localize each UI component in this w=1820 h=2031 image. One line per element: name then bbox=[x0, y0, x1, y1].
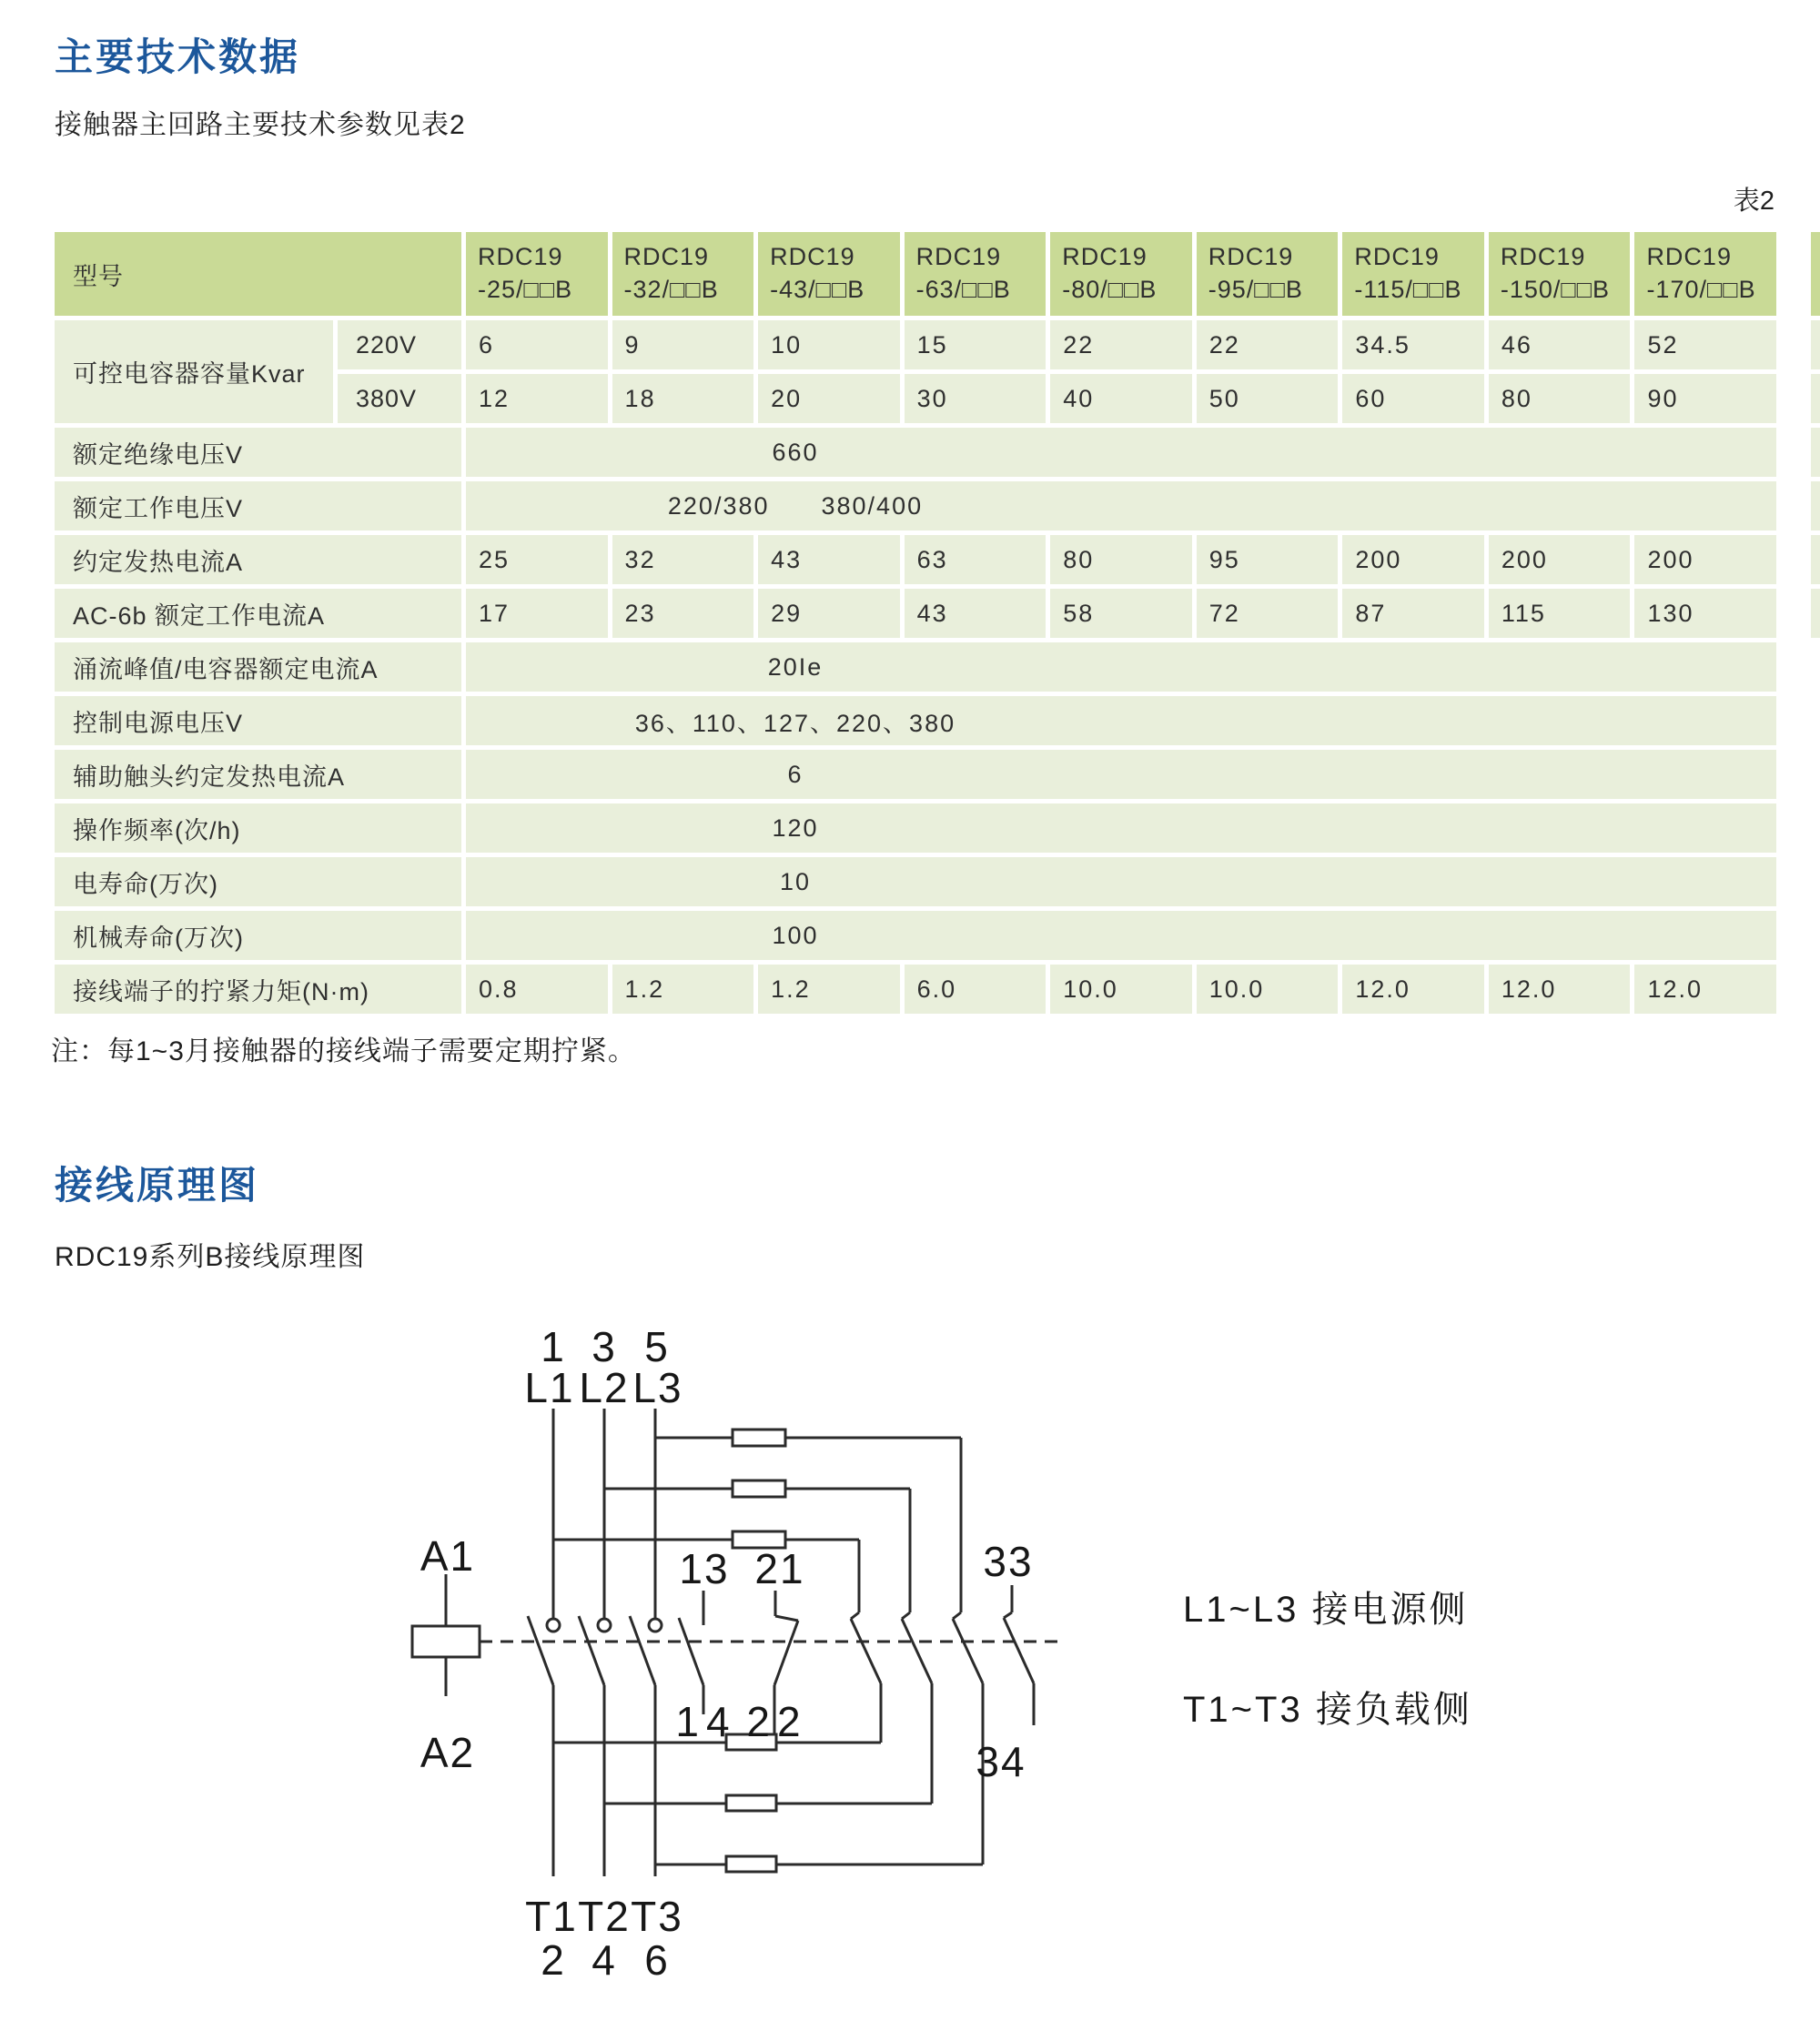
value-cell: 43 bbox=[758, 535, 900, 584]
table2-tag: 表2 bbox=[1733, 187, 1774, 216]
resistor bbox=[726, 1856, 776, 1872]
contact-blade bbox=[902, 1619, 932, 1683]
table-header-model-3: RDC19 -63/□□B bbox=[905, 232, 1046, 316]
table-header-model-label: 型号 bbox=[55, 232, 461, 316]
table-header-model-8: RDC19 -170/□□B bbox=[1634, 232, 1776, 316]
contact-blade bbox=[1004, 1618, 1034, 1683]
terminal-1-label: 1 bbox=[541, 1323, 566, 1370]
value-cell: 40 bbox=[1050, 374, 1192, 423]
terminal-A1-label: A1 bbox=[420, 1532, 476, 1580]
table-header-model-1: RDC19 -32/□□B bbox=[612, 232, 754, 316]
value-cell: 15 bbox=[905, 320, 1046, 369]
spanned-value-cell: 120 bbox=[466, 803, 1776, 853]
row-sublabel: 220V bbox=[338, 320, 461, 369]
row-label: 操作频率(次/h) bbox=[55, 803, 461, 853]
value-cell: 130 bbox=[1634, 589, 1776, 638]
wiring-subtitle: RDC19系列B接线原理图 bbox=[55, 1242, 366, 1272]
tech-data-title: 主要技术数据 bbox=[55, 35, 301, 78]
supply-side-note: L1~L3 接电源侧 bbox=[1183, 1590, 1469, 1630]
value-cell: 12 bbox=[466, 374, 608, 423]
value-cell: 32 bbox=[612, 535, 754, 584]
contact-blade bbox=[851, 1619, 881, 1683]
spanned-value-cell: 660 bbox=[466, 428, 1776, 477]
value-cell: 9 bbox=[612, 320, 754, 369]
aux-contact-33-34 bbox=[1004, 1585, 1034, 1725]
resistor bbox=[726, 1795, 776, 1811]
value-cell: 10.0 bbox=[1050, 965, 1192, 1014]
fixed-contact-pin bbox=[547, 1619, 560, 1632]
value-cell: 25 bbox=[466, 535, 608, 584]
value-cell: 6.0 bbox=[905, 965, 1046, 1014]
terminal-T3-label: T3 bbox=[631, 1893, 683, 1940]
table-header-model-5: RDC19 -95/□□B bbox=[1197, 232, 1339, 316]
fixed-contact-pin bbox=[649, 1619, 662, 1632]
value-cell: 0.8 bbox=[466, 965, 608, 1014]
row-label: 额定绝缘电压V bbox=[55, 428, 461, 477]
row-label: AC-6b 额定工作电流A bbox=[55, 589, 461, 638]
contact-blade bbox=[774, 1621, 798, 1685]
row-label: 可控电容器容量Kvar bbox=[55, 320, 333, 423]
fixed-contact-pin bbox=[598, 1619, 611, 1632]
value-cell: 200 bbox=[1342, 535, 1484, 584]
terminal-22-label: 22 bbox=[746, 1698, 808, 1745]
value-cell: 29 bbox=[758, 589, 900, 638]
value-cell: 60 bbox=[1342, 374, 1484, 423]
row-sublabel: 380V bbox=[338, 374, 461, 423]
value-cell: 18 bbox=[612, 374, 754, 423]
value-cell: 58 bbox=[1050, 589, 1192, 638]
tech-data-intro: 接触器主回路主要技术参数见表2 bbox=[55, 110, 466, 140]
table-header-model-4: RDC19 -80/□□B bbox=[1050, 232, 1192, 316]
terminal-L1-label: L1 bbox=[524, 1364, 575, 1411]
terminal-T1-label: T1 bbox=[525, 1893, 578, 1940]
value-cell: 115 bbox=[1489, 589, 1631, 638]
row-label: 额定工作电压V bbox=[55, 481, 461, 530]
bottom-resistor-row-T3 bbox=[655, 1856, 983, 1872]
row-label: 涌流峰值/电容器额定电流A bbox=[55, 642, 461, 692]
aux-contact-13-14 bbox=[679, 1591, 703, 1714]
value-cell: 17 bbox=[466, 589, 608, 638]
row-label: 接线端子的拧紧力矩(N·m) bbox=[55, 965, 461, 1014]
row-label: 约定发热电流A bbox=[55, 535, 461, 584]
value-cell: 12.0 bbox=[1342, 965, 1484, 1014]
terminal-5-label: 5 bbox=[644, 1323, 670, 1370]
terminal-13-label: 13 bbox=[679, 1545, 730, 1592]
spanned-value-cell: 10 bbox=[466, 857, 1776, 906]
coil bbox=[412, 1574, 480, 1696]
terminal-L2-label: L2 bbox=[579, 1364, 630, 1411]
value-cell: 1.2 bbox=[758, 965, 900, 1014]
value-cell: 80 bbox=[1050, 535, 1192, 584]
value-cell: 72 bbox=[1197, 589, 1339, 638]
value-cell: 1.2 bbox=[612, 965, 754, 1014]
value-cell: 6 bbox=[466, 320, 608, 369]
value-cell: 22 bbox=[1197, 320, 1339, 369]
spanned-value-cell: 6 bbox=[466, 750, 1776, 799]
value-cell: 80 bbox=[1489, 374, 1631, 423]
terminal-6-label: 6 bbox=[644, 1936, 670, 1984]
terminal-L3-label: L3 bbox=[632, 1364, 683, 1411]
terminal-4-label: 4 bbox=[592, 1936, 617, 1984]
resistor bbox=[733, 1480, 785, 1497]
value-cell: 34.5 bbox=[1342, 320, 1484, 369]
row-label: 机械寿命(万次) bbox=[55, 911, 461, 960]
spanned-value-cell: 100 bbox=[466, 911, 1776, 960]
load-side-note: T1~T3 接负载侧 bbox=[1183, 1690, 1472, 1730]
value-cell: 10.0 bbox=[1197, 965, 1339, 1014]
precharge-contact-1 bbox=[851, 1612, 881, 1743]
value-cell: 200 bbox=[1489, 535, 1631, 584]
value-cell: 23 bbox=[612, 589, 754, 638]
resistor bbox=[733, 1430, 785, 1446]
coil-box bbox=[412, 1626, 480, 1657]
row-label: 控制电源电压V bbox=[55, 696, 461, 745]
terminal-2-label: 2 bbox=[541, 1936, 566, 1984]
terminal-21-label: 21 bbox=[754, 1545, 805, 1592]
row-label: 辅助触头约定发热电流A bbox=[55, 750, 461, 799]
terminal-3-label: 3 bbox=[592, 1323, 617, 1370]
table-header-model-2: RDC19 -43/□□B bbox=[758, 232, 900, 316]
value-cell: 46 bbox=[1489, 320, 1631, 369]
terminal-34-label: 34 bbox=[976, 1738, 1026, 1785]
value-cell: 22 bbox=[1050, 320, 1192, 369]
table-note: 注：每1~3月接触器的接线端子需要定期拧紧。 bbox=[51, 1036, 636, 1066]
value-cell: 10 bbox=[758, 320, 900, 369]
row-label: 电寿命(万次) bbox=[55, 857, 461, 906]
value-cell: 87 bbox=[1342, 589, 1484, 638]
bottom-resistor-row-T2 bbox=[604, 1795, 932, 1811]
value-cell: 12.0 bbox=[1634, 965, 1776, 1014]
value-cell: 30 bbox=[905, 374, 1046, 423]
value-cell: 63 bbox=[905, 535, 1046, 584]
terminal-A2-label: A2 bbox=[420, 1729, 476, 1776]
spanned-value-cell: 20Ie bbox=[466, 642, 1776, 692]
value-cell: 12.0 bbox=[1489, 965, 1631, 1014]
wiring-title: 接线原理图 bbox=[55, 1164, 260, 1207]
contact-blade bbox=[679, 1618, 703, 1685]
value-cell: 90 bbox=[1634, 374, 1776, 423]
terminal-T2-label: T2 bbox=[578, 1893, 631, 1940]
value-cell: 50 bbox=[1197, 374, 1339, 423]
contact-blade bbox=[953, 1619, 983, 1683]
table-header-model-7: RDC19 -150/□□B bbox=[1489, 232, 1631, 316]
table-header-model-6: RDC19 -115/□□B bbox=[1342, 232, 1484, 316]
spanned-value-cell: 36、110、127、220、380 bbox=[466, 696, 1776, 745]
value-cell: 20 bbox=[758, 374, 900, 423]
value-cell: 95 bbox=[1197, 535, 1339, 584]
value-cell: 52 bbox=[1634, 320, 1776, 369]
value-cell: 200 bbox=[1634, 535, 1776, 584]
spanned-value-cell: 220/380 380/400 bbox=[466, 481, 1776, 530]
terminal-14-label: 14 bbox=[675, 1698, 737, 1745]
value-cell: 43 bbox=[905, 589, 1046, 638]
terminal-33-label: 33 bbox=[983, 1538, 1034, 1585]
table-header-model-0: RDC19 -25/□□B bbox=[466, 232, 608, 316]
